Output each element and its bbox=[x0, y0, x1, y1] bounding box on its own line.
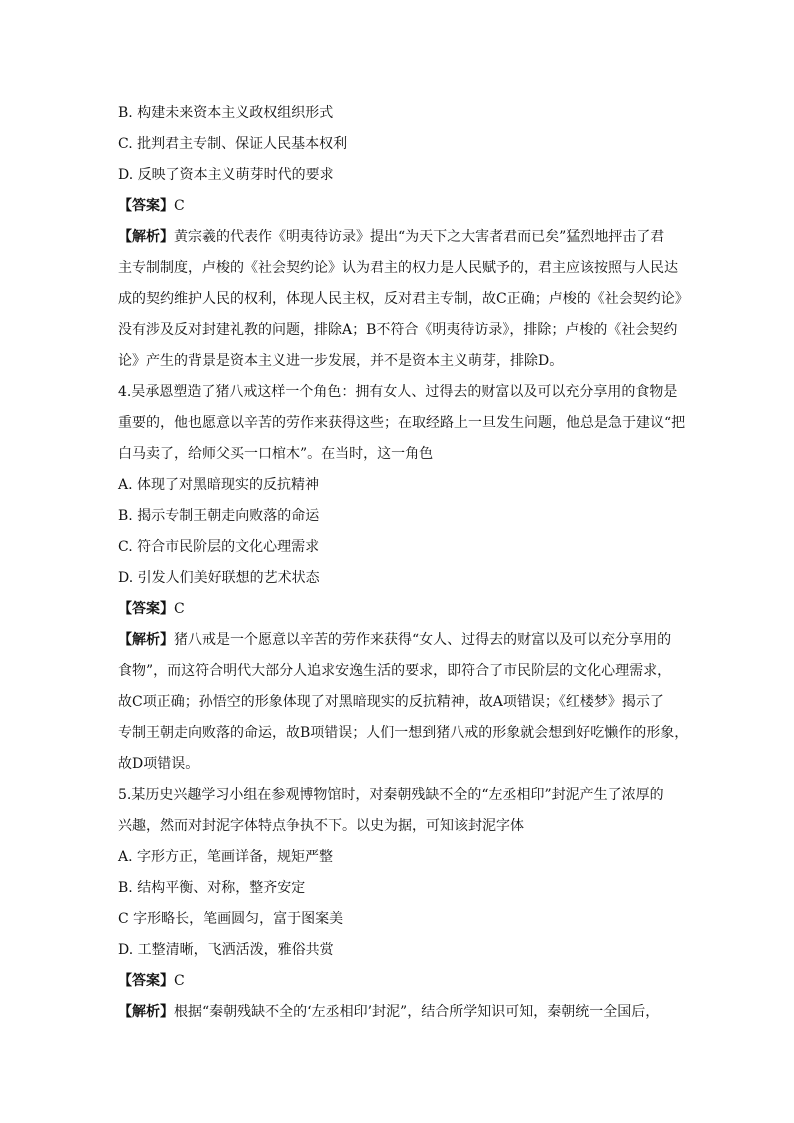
q5-option-d: D. 工整清晰，飞洒活泼，雅俗共赏 bbox=[118, 942, 334, 958]
q5-stem-line-2: 兴趣，然而对封泥字体特点争执不下。以史为据，可知该封泥字体 bbox=[118, 818, 524, 834]
q3-option-c: C. 批判君主专制、保证人民基本权利 bbox=[118, 136, 348, 152]
q3-analysis-line-1: 【解析】黄宗羲的代表作《明夷待访录》提出“为天下之大害者君而已矣”猛烈地抨击了君 bbox=[118, 229, 665, 245]
q3-option-d: D. 反映了资本主义萌芽时代的要求 bbox=[118, 167, 334, 183]
q4-option-c: C. 符合市民阶层的文化心理需求 bbox=[118, 539, 320, 555]
q3-answer bbox=[118, 191, 678, 222]
analysis-label: 【解析】 bbox=[118, 1004, 174, 1020]
answer-label: 【答案】 bbox=[118, 198, 174, 214]
q5-option-a: A. 字形方正，笔画详备，规矩严整 bbox=[118, 849, 334, 865]
q3-analysis-line-4: 没有涉及反对封建礼教的问题，排除A；B不符合《明夷待访录》，排除；卢梭的《社会契约 bbox=[118, 322, 678, 338]
q4-option-a: A. 体现了对黑暗现实的反抗精神 bbox=[118, 477, 320, 493]
q3-analysis-line-2: 主专制制度，卢梭的《社会契约论》认为君主的权力是人民赋予的，君主应该按照与人民达 bbox=[118, 260, 678, 276]
q5-option-c: C 字形略长，笔画圆匀，富于图案美 bbox=[118, 911, 344, 927]
q3-analysis-line-5: 论》产生的背景是资本主义进一步发展，并不是资本主义萌芽，排除D。 bbox=[118, 353, 564, 369]
q5-analysis-line-1: 【解析】根据“秦朝残缺不全的‘左丞相印’封泥”，结合所学知识可知，秦朝统一全国后， bbox=[118, 1004, 660, 1020]
q4-analysis-line-3: 故C项正确；孙悟空的形象体现了对黑暗现实的反抗精神，故A项错误；《红楼梦》揭示了 bbox=[118, 694, 664, 710]
answer-label: 【答案】 bbox=[118, 601, 174, 617]
q4-analysis-line-1: 【解析】猪八戒是一个愿意以辛苦的劳作来获得“女人、过得去的财富以及可以充分享用的 bbox=[118, 632, 672, 648]
q4-option-d: D. 引发人们美好联想的艺术状态 bbox=[118, 570, 320, 586]
answer-label: 【答案】 bbox=[118, 973, 174, 989]
q3-analysis-line-3: 成的契约维护人民的权利，体现人民主权，反对君主专制，故C正确；卢梭的《社会契约论》 bbox=[118, 291, 689, 307]
q5-answer bbox=[118, 966, 678, 997]
q4-analysis-line-2: 食物”，而这符合明代大部分人追求安逸生活的要求，即符合了市民阶层的文化心理需求， bbox=[118, 663, 672, 679]
q5-stem-line-1: 5.某历史兴趣学习小组在参观博物馆时，对秦朝残缺不全的“左丞相印”封泥产生了浓厚的 bbox=[118, 787, 664, 803]
q4-stem-line-1: 4.吴承恩塑造了猪八戒这样一个角色：拥有女人、过得去的财富以及可以充分享用的食物是 bbox=[118, 384, 678, 400]
answer-value: C bbox=[174, 601, 185, 617]
q4-analysis-line-4: 专制王朝走向败落的命运，故B项错误；人们一想到猪八戒的形象就会想到好吃懒作的形象， bbox=[118, 725, 689, 741]
analysis-label: 【解析】 bbox=[118, 229, 174, 245]
q5-option-b: B. 结构平衡、对称，整齐安定 bbox=[118, 880, 306, 896]
answer-value: C bbox=[174, 973, 185, 989]
document-page bbox=[118, 98, 689, 1028]
q3-option-b: B. 构建未来资本主义政权组织形式 bbox=[118, 105, 334, 121]
q4-answer bbox=[118, 594, 678, 625]
analysis-label: 【解析】 bbox=[118, 632, 174, 648]
q4-option-b: B. 揭示专制王朝走向败落的命运 bbox=[118, 508, 320, 524]
q4-analysis-line-5: 故D项错误。 bbox=[118, 756, 200, 772]
q4-stem-line-3: 白马卖了，给师父买一口棺木”。在当时，这一角色 bbox=[118, 446, 434, 462]
answer-value: C bbox=[174, 198, 185, 214]
q4-stem-line-2: 重要的，他也愿意以辛苦的劳作来获得这些；在取经路上一旦发生问题，他总是急于建议“把 bbox=[118, 415, 686, 431]
